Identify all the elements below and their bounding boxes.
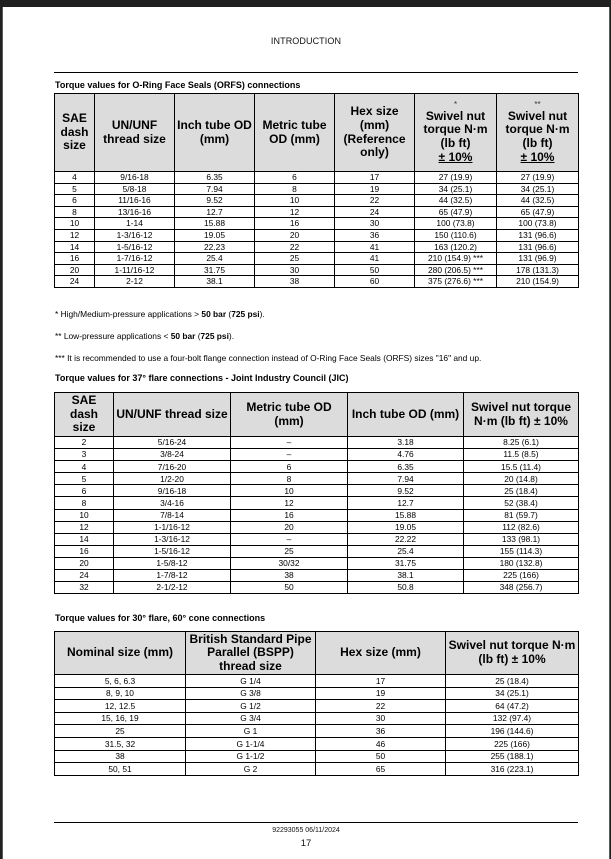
note-bold: 725 psi — [200, 331, 229, 341]
table-cell: 12, 12.5 — [55, 700, 186, 713]
table-row — [55, 264, 579, 276]
table-cell: 3/8-24 — [114, 449, 231, 461]
table-cell: 6 — [255, 172, 335, 184]
footnote-high-pressure — [55, 309, 265, 319]
table-cell: 25 (18.4) — [446, 675, 579, 688]
table-cell: 1-5/16-12 — [95, 241, 175, 253]
table-cell: 11.5 (8.5) — [464, 449, 579, 461]
table-cell: 3.18 — [348, 437, 464, 449]
table-cell: 50 — [231, 582, 348, 594]
table-cell: 132 (97.4) — [446, 712, 579, 725]
table-cell: 36 — [316, 725, 446, 738]
table-cell: 131 (96.6) — [497, 241, 579, 253]
table-row — [55, 218, 579, 230]
table-cell: 5 — [55, 473, 114, 485]
table-cell: 6 — [55, 485, 114, 497]
table-cell: 7/8-14 — [114, 509, 231, 521]
table-cell: 1-7/16-12 — [95, 253, 175, 265]
table-cell: 34 (25.1) — [415, 183, 497, 195]
col-label: Swivel nut torque N·m (lb ft) — [423, 108, 488, 150]
table-cell: 31.5, 32 — [55, 737, 186, 750]
table-cell: 6.35 — [175, 172, 255, 184]
table-row — [55, 195, 579, 207]
table-cell: 65 (47.9) — [497, 206, 579, 218]
table-cell: 131 (96.9) — [497, 253, 579, 265]
table-cell: 5 — [55, 183, 95, 195]
table-cell: 30 — [335, 218, 415, 230]
table-cell: 5, 6, 6.3 — [55, 675, 186, 688]
note-bold: 50 bar — [170, 331, 196, 341]
table-row — [55, 763, 579, 776]
table-row — [55, 461, 579, 473]
table-row — [55, 241, 579, 253]
table-cell: 150 (110.6) — [415, 229, 497, 241]
table-cell: 25 — [55, 725, 186, 738]
table-cell: 17 — [335, 172, 415, 184]
table-cell: 34 (25.1) — [446, 687, 579, 700]
orfs-torque-table — [54, 93, 579, 288]
table-cell: – — [231, 449, 348, 461]
table-cell: 1-3/16-12 — [95, 229, 175, 241]
table-cell: 1-7/8-12 — [114, 570, 231, 582]
header-divider — [54, 72, 578, 73]
orfs-table-caption: Torque values for O-Ring Face Seals (ORFS) connections — [55, 80, 301, 90]
table-row — [55, 485, 579, 497]
table-cell: 6 — [231, 461, 348, 473]
table-row — [55, 712, 579, 725]
note-text: ** Low-pressure applications < — [55, 331, 171, 341]
table-cell: 30/32 — [231, 557, 348, 569]
table-cell: 14 — [55, 533, 114, 545]
table-cell: 34 (25.1) — [497, 183, 579, 195]
table-row — [55, 229, 579, 241]
table-row — [55, 497, 579, 509]
table-cell: 16 — [231, 509, 348, 521]
table-cell: 2-1/2-12 — [114, 582, 231, 594]
table-cell: 13/16-16 — [95, 206, 175, 218]
table-cell: 180 (132.8) — [464, 557, 579, 569]
table-cell: 4 — [55, 172, 95, 184]
table-cell: 255 (188.1) — [446, 750, 579, 763]
table-cell: 30 — [316, 712, 446, 725]
table-cell: 19.05 — [175, 229, 255, 241]
table-cell: 24 — [55, 276, 95, 288]
table-cell: 15.88 — [348, 509, 464, 521]
table-cell: G 1/4 — [186, 675, 316, 688]
table-cell: 50 — [316, 750, 446, 763]
table-cell: 20 — [55, 557, 114, 569]
table-row — [55, 509, 579, 521]
jic-table-caption: Torque values for 37° flare connections - Joint Industry Council (JIC) — [55, 373, 349, 383]
table-cell: 65 (47.9) — [415, 206, 497, 218]
table-cell: 7.94 — [348, 473, 464, 485]
table-cell: 8 — [231, 473, 348, 485]
table-cell: 22 — [316, 700, 446, 713]
col-inch-tube-od: Inch tube OD (mm) — [175, 94, 255, 172]
table-header-row — [55, 94, 579, 172]
table-cell: 22 — [255, 241, 335, 253]
table-cell: 348 (256.7) — [464, 582, 579, 594]
col-sae-dash-size: SAE dash size — [55, 94, 95, 172]
col-thread-size: UN/UNF thread size — [114, 393, 231, 437]
table-cell: 17 — [316, 675, 446, 688]
table-header-row — [55, 393, 579, 437]
table-cell: 20 (14.8) — [464, 473, 579, 485]
footnote-marker: * — [453, 99, 458, 109]
table-cell: 60 — [335, 276, 415, 288]
table-cell: 9/16-18 — [114, 485, 231, 497]
table-cell: 1-3/16-12 — [114, 533, 231, 545]
table-cell: 50, 51 — [55, 763, 186, 776]
table-cell: 6.35 — [348, 461, 464, 473]
table-cell: 14 — [55, 241, 95, 253]
table-cell: 9/16-18 — [95, 172, 175, 184]
table-cell: 163 (120.2) — [415, 241, 497, 253]
col-hex-size: Hex size (mm) — [316, 632, 446, 675]
table-row — [55, 521, 579, 533]
table-cell: 210 (154.9) *** — [415, 253, 497, 265]
table-row — [55, 545, 579, 557]
table-cell: 1-11/16-12 — [95, 264, 175, 276]
table-cell: 225 (166) — [464, 570, 579, 582]
table-cell: G 1 — [186, 725, 316, 738]
bspp-table-caption: Torque values for 30° flare, 60° cone connections — [55, 613, 266, 623]
table-cell: 178 (131.3) — [497, 264, 579, 276]
table-cell: 1/2-20 — [114, 473, 231, 485]
note-bold: 50 bar — [201, 309, 227, 319]
table-row — [55, 687, 579, 700]
table-cell: 16 — [55, 253, 95, 265]
table-cell: 31.75 — [175, 264, 255, 276]
col-inch-tube-od: Inch tube OD (mm) — [348, 393, 464, 437]
table-cell: G 2 — [186, 763, 316, 776]
table-cell: 38 — [55, 750, 186, 763]
col-sae-dash-size: SAE dash size — [55, 393, 114, 437]
table-cell: 25.4 — [348, 545, 464, 557]
table-cell: 38.1 — [348, 570, 464, 582]
note-text: ( — [195, 331, 201, 341]
table-cell: 22.23 — [175, 241, 255, 253]
table-cell: 10 — [55, 218, 95, 230]
table-cell: 1-14 — [95, 218, 175, 230]
table-cell: 25 (18.4) — [464, 485, 579, 497]
table-cell: 19 — [335, 183, 415, 195]
table-cell: 112 (82.6) — [464, 521, 579, 533]
note-text: ). — [259, 309, 265, 319]
table-cell: 41 — [335, 253, 415, 265]
table-cell: – — [231, 533, 348, 545]
table-cell: 10 — [231, 485, 348, 497]
table-row — [55, 437, 579, 449]
table-cell: G 1-1/2 — [186, 750, 316, 763]
table-cell: 41 — [335, 241, 415, 253]
table-row — [55, 570, 579, 582]
table-cell: 44 (32.5) — [497, 195, 579, 207]
table-cell: G 3/8 — [186, 687, 316, 700]
table-row — [55, 473, 579, 485]
col-metric-tube-od: Metric tube OD (mm) — [255, 94, 335, 172]
table-row — [55, 750, 579, 763]
table-cell: 11/16-16 — [95, 195, 175, 207]
table-cell: 38 — [231, 570, 348, 582]
table-cell: 25.4 — [175, 253, 255, 265]
table-cell: 3 — [55, 449, 114, 461]
section-title: INTRODUCTION — [270, 36, 342, 46]
table-cell: 6 — [55, 195, 95, 207]
table-cell: – — [231, 437, 348, 449]
table-cell: 100 (73.8) — [497, 218, 579, 230]
footnote-low-pressure — [55, 331, 234, 341]
table-cell: 5/8-18 — [95, 183, 175, 195]
table-row — [55, 449, 579, 461]
table-cell: 4 — [55, 461, 114, 473]
table-row — [55, 533, 579, 545]
table-row — [55, 206, 579, 218]
col-bspp-thread-size: British Standard Pipe Parallel (BSPP) thread size — [186, 632, 316, 675]
jic-torque-table — [54, 392, 579, 594]
table-cell: 20 — [55, 264, 95, 276]
table-cell: 133 (98.1) — [464, 533, 579, 545]
bspp-torque-table — [54, 631, 579, 776]
table-cell: 1-5/8-12 — [114, 557, 231, 569]
table-cell: G 1/2 — [186, 700, 316, 713]
document-page — [2, 7, 610, 859]
col-metric-tube-od: Metric tube OD (mm) — [231, 393, 348, 437]
table-row — [55, 557, 579, 569]
table-cell: 44 (32.5) — [415, 195, 497, 207]
col-nominal-size: Nominal size (mm) — [55, 632, 186, 675]
note-text: * High/Medium-pressure applications > — [55, 309, 202, 319]
table-cell: 22.22 — [348, 533, 464, 545]
table-cell: 8.25 (6.1) — [464, 437, 579, 449]
note-text: ( — [226, 309, 232, 319]
table-cell: 16 — [255, 218, 335, 230]
table-row — [55, 172, 579, 184]
table-cell: 65 — [316, 763, 446, 776]
note-text: ). — [228, 331, 235, 341]
table-cell: G 1-1/4 — [186, 737, 316, 750]
table-cell: 19.05 — [348, 521, 464, 533]
orfs-table-body — [55, 172, 579, 288]
table-cell: 1-5/16-12 — [114, 545, 231, 557]
col-torque-high-pressure — [415, 94, 497, 172]
table-row — [55, 183, 579, 195]
table-cell: 19 — [316, 687, 446, 700]
table-cell: 15.5 (11.4) — [464, 461, 579, 473]
table-cell: 8, 9, 10 — [55, 687, 186, 700]
table-cell: 9.52 — [348, 485, 464, 497]
table-cell: 31.75 — [348, 557, 464, 569]
table-cell: 2 — [55, 437, 114, 449]
table-cell: 12 — [255, 206, 335, 218]
table-cell: 316 (223.1) — [446, 763, 579, 776]
table-cell: 3/4-16 — [114, 497, 231, 509]
table-cell: 1-1/16-12 — [114, 521, 231, 533]
table-cell: 131 (96.6) — [497, 229, 579, 241]
table-cell: 225 (166) — [446, 737, 579, 750]
col-swivel-nut-torque: Swivel nut torque N·m (lb ft) ± 10% — [464, 393, 579, 437]
page-number: 17 — [300, 838, 312, 849]
footnote-flange-recommendation: *** It is recommended to use a four-bolt flange connection instead of O-Ring Face Seals (ORFS) sizes "16" and up. — [55, 353, 482, 363]
table-cell: 20 — [255, 229, 335, 241]
table-cell: 8 — [255, 183, 335, 195]
table-cell: 2-12 — [95, 276, 175, 288]
table-cell: 24 — [335, 206, 415, 218]
table-cell: 8 — [55, 206, 95, 218]
table-cell: 10 — [55, 509, 114, 521]
col-torque-low-pressure — [497, 94, 579, 172]
table-cell: 155 (114.3) — [464, 545, 579, 557]
table-cell: 64 (47.2) — [446, 700, 579, 713]
table-cell: 15.88 — [175, 218, 255, 230]
table-cell: 12 — [231, 497, 348, 509]
table-cell: 12 — [55, 521, 114, 533]
table-cell: 7/16-20 — [114, 461, 231, 473]
table-row — [55, 737, 579, 750]
col-swivel-nut-torque: Swivel nut torque N·m (lb ft) ± 10% — [446, 632, 579, 675]
footer-divider — [54, 822, 578, 823]
table-cell: 210 (154.9) — [497, 276, 579, 288]
table-cell: 5/16-24 — [114, 437, 231, 449]
table-cell: 25 — [231, 545, 348, 557]
col-hex-size: Hex size (mm) (Reference only) — [335, 94, 415, 172]
table-cell: 38 — [255, 276, 335, 288]
table-cell: 38.1 — [175, 276, 255, 288]
table-row — [55, 253, 579, 265]
table-cell: 15, 16, 19 — [55, 712, 186, 725]
table-cell: 16 — [55, 545, 114, 557]
table-cell: 27 (19.9) — [415, 172, 497, 184]
table-cell: 196 (144.6) — [446, 725, 579, 738]
table-cell: 12 — [55, 229, 95, 241]
table-cell: 24 — [55, 570, 114, 582]
table-cell: 22 — [335, 195, 415, 207]
col-label: Swivel nut torque N·m (lb ft) — [505, 108, 570, 150]
note-bold: 725 psi — [231, 309, 260, 319]
table-row — [55, 582, 579, 594]
table-cell: 50.8 — [348, 582, 464, 594]
table-cell: G 3/4 — [186, 712, 316, 725]
table-cell: 375 (276.6) *** — [415, 276, 497, 288]
table-cell: 12.7 — [175, 206, 255, 218]
table-cell: 30 — [255, 264, 335, 276]
table-cell: 36 — [335, 229, 415, 241]
jic-table-body — [55, 437, 579, 594]
table-cell: 27 (19.9) — [497, 172, 579, 184]
table-cell: 12.7 — [348, 497, 464, 509]
table-cell: 280 (206.5) *** — [415, 264, 497, 276]
col-thread-size: UN/UNF thread size — [95, 94, 175, 172]
col-tolerance: ± 10% — [438, 149, 473, 164]
table-row — [55, 276, 579, 288]
table-row — [55, 725, 579, 738]
table-cell: 10 — [255, 195, 335, 207]
table-cell: 8 — [55, 497, 114, 509]
table-header-row — [55, 632, 579, 675]
table-cell: 4.76 — [348, 449, 464, 461]
col-tolerance: ± 10% — [520, 149, 555, 164]
table-cell: 50 — [335, 264, 415, 276]
table-cell: 25 — [255, 253, 335, 265]
document-id: 92293055 06/11/2024 — [272, 827, 340, 834]
table-row — [55, 675, 579, 688]
table-cell: 81 (59.7) — [464, 509, 579, 521]
table-cell: 9.52 — [175, 195, 255, 207]
table-cell: 20 — [231, 521, 348, 533]
bspp-table-body — [55, 675, 579, 776]
table-cell: 32 — [55, 582, 114, 594]
table-cell: 100 (73.8) — [415, 218, 497, 230]
table-row — [55, 700, 579, 713]
table-cell: 52 (38.4) — [464, 497, 579, 509]
table-cell: 46 — [316, 737, 446, 750]
table-cell: 7.94 — [175, 183, 255, 195]
footnote-marker: ** — [534, 99, 541, 109]
